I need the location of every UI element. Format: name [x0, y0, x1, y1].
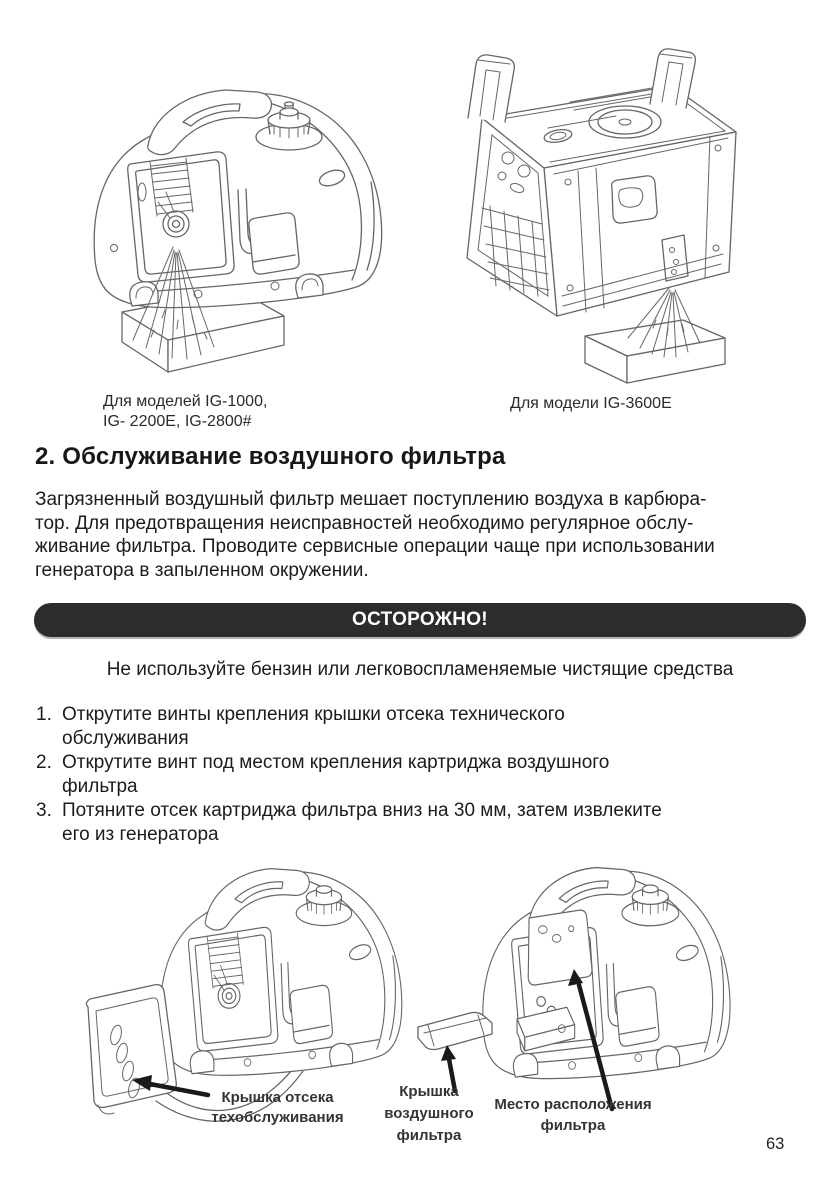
- generator-body: [94, 90, 381, 308]
- figure-generator-ig1000-blowout: [70, 42, 405, 387]
- figure-generator-ig3600e-blowout: [420, 40, 765, 390]
- step-text-line: его из генератора: [62, 824, 219, 845]
- label-service-cover-line1: Крышка отсека: [221, 1089, 334, 1106]
- label-filter-location-line1: Место расположения: [494, 1096, 652, 1113]
- step-number: 3.: [36, 800, 52, 821]
- step-text-line: Потяните отсек картриджа фильтра вниз на 30 мм, затем извлеките: [62, 800, 662, 821]
- section-heading: 2. Обслуживание воздушного фильтра: [35, 443, 506, 470]
- label-air-filter-line2: воздушного: [384, 1105, 474, 1122]
- label-filter-location: [492, 1094, 654, 1136]
- intro-line: живание фильтра. Проводите сервисные операции чаще при использовании: [35, 536, 715, 557]
- step-item-1: [36, 703, 565, 751]
- intro-paragraph: [35, 488, 715, 582]
- label-air-filter-line1: Крышка: [399, 1083, 459, 1100]
- intro-line: Загрязненный воздушный фильтр мешает поступлению воздуха в карбюра-: [35, 489, 707, 510]
- air-filter-cover: [418, 1012, 492, 1049]
- intro-line: генератора в запыленном окружении.: [35, 559, 369, 581]
- page-number: 63: [766, 1135, 785, 1153]
- step-text-line: Открутите винт под местом крепления картриджа воздушного: [62, 752, 610, 773]
- step-text-line: фильтра: [62, 776, 138, 797]
- label-service-cover-line2: техобслуживания: [211, 1109, 344, 1126]
- generator-body: [467, 49, 736, 316]
- caption-left-line2: IG- 2200E, IG-2800#: [103, 413, 252, 430]
- filter-plate: [528, 910, 592, 985]
- generator-body: [483, 868, 730, 1079]
- warning-text: Не используйте бензин или легковоспламеняемые чистящие средства: [106, 659, 734, 680]
- small-cover: [249, 213, 299, 274]
- label-air-filter-cover: [383, 1081, 475, 1147]
- generator-ig3600e-spray-illustration: [420, 40, 765, 390]
- step-item-3: [36, 799, 662, 847]
- filter-box: [585, 320, 725, 383]
- left-handle: [468, 55, 514, 122]
- step-text-line: Открутите винты крепления крышки отсека технического: [62, 704, 565, 725]
- generator-body: [160, 869, 401, 1076]
- step-number: 1.: [36, 704, 52, 725]
- warning-banner: [34, 603, 806, 637]
- service-cover: [86, 985, 176, 1114]
- caption-right: Для модели IG-3600E: [510, 395, 672, 412]
- step-item-2: [36, 751, 609, 799]
- generator-ig1000-spray-illustration: [70, 42, 405, 387]
- caption-left-line1: Для моделей IG-1000,: [103, 393, 268, 410]
- label-air-filter-line3: фильтра: [396, 1127, 462, 1144]
- warning-banner-label: ОСТОРОЖНО!: [352, 609, 488, 630]
- step-text-line: обслуживания: [62, 728, 189, 749]
- step-number: 2.: [36, 752, 52, 773]
- label-filter-location-line2: фильтра: [540, 1117, 606, 1134]
- label-service-cover: [200, 1088, 355, 1128]
- caption-left: [103, 392, 267, 432]
- intro-line: тор. Для предотвращения неисправностей необходимо регулярное обслу-: [35, 512, 694, 534]
